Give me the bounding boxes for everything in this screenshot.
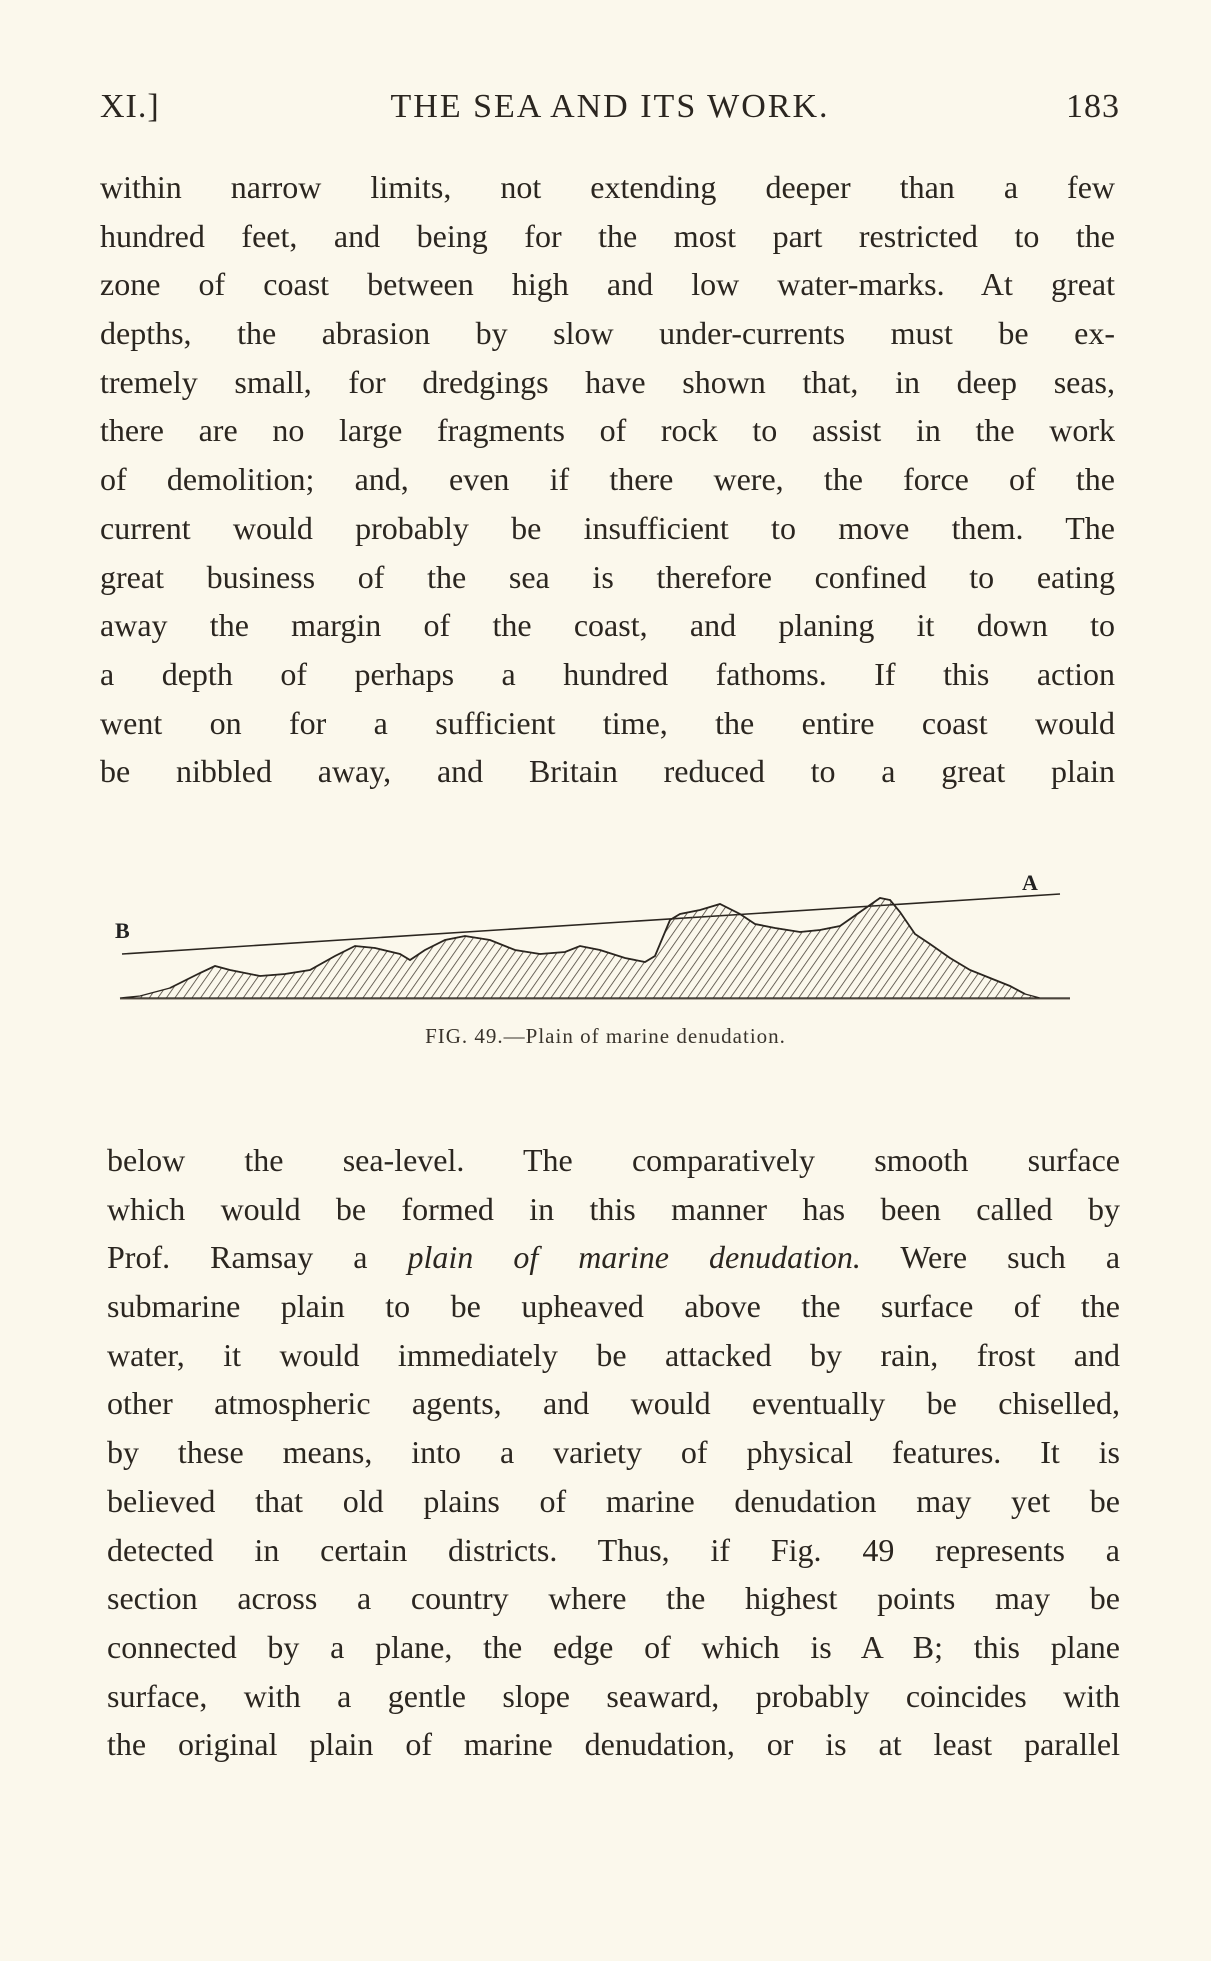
text-line: within narrow limits, not extending deeper than a few — [100, 169, 1115, 205]
text-line: surface, with a gentle slope seaward, probably coincides with — [107, 1677, 1120, 1714]
text-line: detected in certain districts. Thus, if Fig. 49 represents a — [107, 1531, 1120, 1568]
text-line: of demolition; and, even if there were, the force of the — [100, 461, 1115, 498]
text-line: believed that old plains of marine denudation may yet be — [107, 1482, 1120, 1519]
text-line: depths, the abrasion by slow under-currents must be ex- — [100, 315, 1115, 352]
paragraph-bottom — [107, 1136, 1120, 1769]
page-number: 183 — [1066, 88, 1120, 125]
text-line: great business of the sea is therefore confined to eating — [100, 558, 1115, 595]
italic-term: plain of marine denudation. — [407, 1239, 861, 1276]
text-line: other atmospheric agents, and would eventually be chiselled, — [107, 1385, 1120, 1422]
figure-caption: FIG. 49.—Plain of marine denudation. — [425, 1024, 786, 1048]
text-line: the original plain of marine denudation, or is at least parallel — [107, 1726, 1120, 1763]
paragraph-top — [100, 163, 1115, 796]
text-line: there are no large fragments of rock to assist in the work — [100, 412, 1115, 449]
text-line: section across a country where the highest points may be — [107, 1580, 1120, 1617]
text-line: below the sea-level. The comparatively smooth surface — [107, 1142, 1120, 1178]
text-run: Prof. Ramsay a — [107, 1239, 408, 1276]
terrain-section-illustration — [110, 858, 1110, 1018]
text-line: tremely small, for dredgings have shown that, in deep seas, — [100, 363, 1115, 400]
text-line: away the margin of the coast, and planing it down to — [100, 607, 1115, 644]
chapter-number: XI.] — [100, 88, 160, 125]
label-a: A — [1022, 870, 1038, 895]
running-title: THE SEA AND ITS WORK. — [390, 88, 830, 125]
text-line: a depth of perhaps a hundred fathoms. If this action — [100, 655, 1115, 692]
text-line: went on for a sufficient time, the entire coast would — [100, 704, 1115, 741]
label-b: B — [115, 918, 130, 943]
text-line: be nibbled away, and Britain reduced to a great plain — [100, 753, 1115, 790]
text-run: Were such a — [860, 1239, 1121, 1276]
text-line: hundred feet, and being for the most part restricted to the — [100, 217, 1115, 254]
terrain-profile — [120, 898, 1070, 998]
text-line: submarine plain to be upheaved above the surface of the — [107, 1288, 1120, 1325]
text-line: by these means, into a variety of physical features. It is — [107, 1434, 1120, 1471]
running-header — [100, 88, 1120, 138]
text-line-with-italic — [107, 1233, 1120, 1282]
text-line: zone of coast between high and low water-marks. At great — [100, 266, 1115, 303]
figure-49-section-diagram — [110, 858, 1110, 1018]
text-line: which would be formed in this manner has been called by — [107, 1190, 1120, 1227]
text-line: current would probably be insufficient to move them. The — [100, 509, 1115, 546]
text-line: connected by a plane, the edge of which is A B; this plane — [107, 1628, 1120, 1665]
text-line: water, it would immediately be attacked by rain, frost and — [107, 1336, 1120, 1373]
